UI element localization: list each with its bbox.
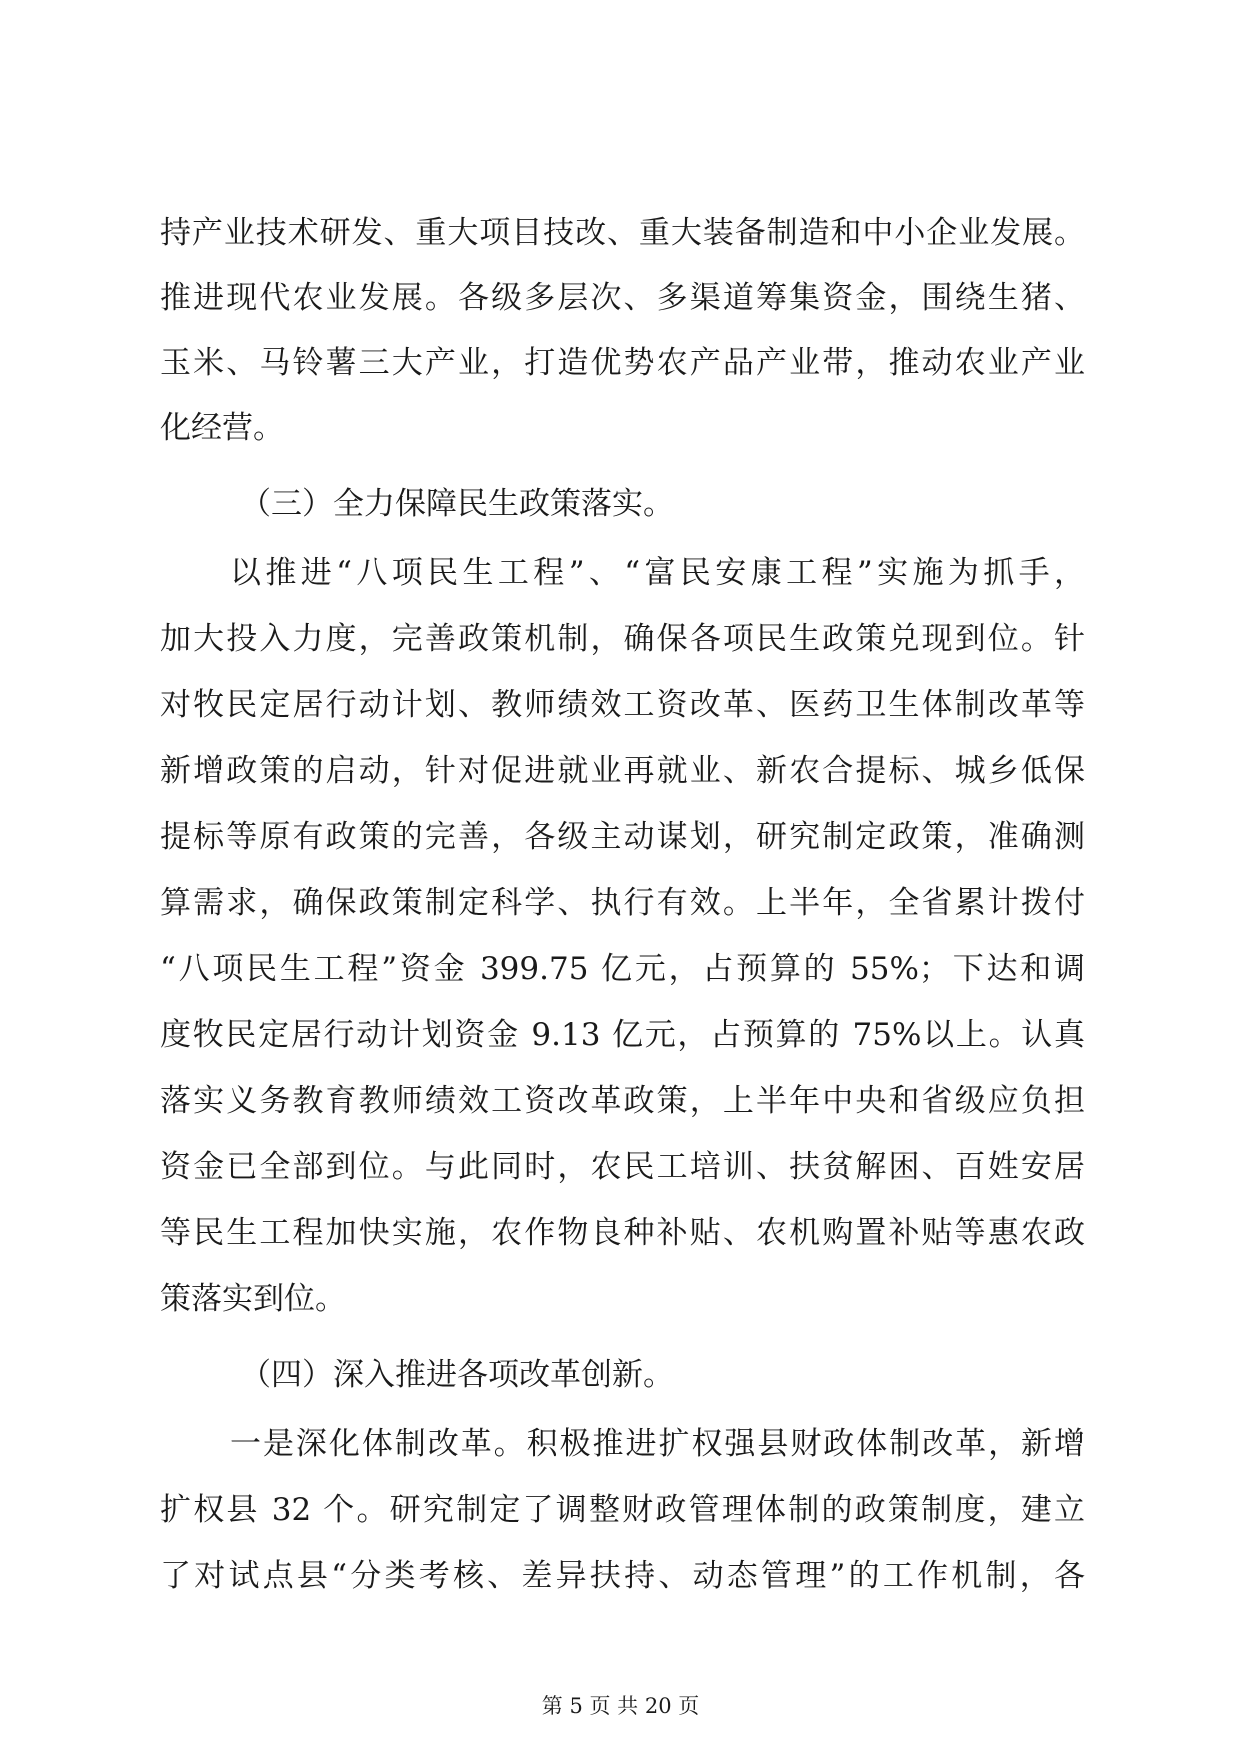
- text-line: 玉米、马铃薯三大产业，打造优势农产品产业带，推动农业产业: [160, 345, 1085, 381]
- text-line: 持产业技术研发、重大项目技改、重大装备制造和中小企业发展。: [160, 215, 1085, 251]
- text-line: 以推进“八项民生工程”、“富民安康工程”实施为抓手，: [230, 555, 1085, 591]
- text-line: 落实义务教育教师绩效工资改革政策，上半年中央和省级应负担: [160, 1083, 1085, 1119]
- text-line: 对牧民定居行动计划、教师绩效工资改革、医药卫生体制改革等: [160, 687, 1085, 723]
- text-line: 算需求，确保政策制定科学、执行有效。上半年，全省累计拨付: [160, 885, 1085, 921]
- text-line: 提标等原有政策的完善，各级主动谋划，研究制定政策，准确测: [160, 819, 1085, 855]
- text-line: 一是深化体制改革。积极推进扩权强县财政体制改革，新增: [230, 1426, 1085, 1462]
- section-heading: （三）全力保障民生政策落实。: [240, 486, 674, 522]
- text-line: “八项民生工程”资金 399.75 亿元，占预算的 55%；下达和调: [160, 951, 1085, 987]
- text-line: 加大投入力度，完善政策机制，确保各项民生政策兑现到位。针: [160, 621, 1085, 657]
- text-line: 推进现代农业发展。各级多层次、多渠道筹集资金，围绕生猪、: [160, 280, 1085, 316]
- text-line: 扩权县 32 个。研究制定了调整财政管理体制的政策制度，建立: [160, 1492, 1085, 1528]
- text-line: 策落实到位。: [160, 1281, 346, 1317]
- page-number-footer: 第 5 页 共 20 页: [541, 1694, 700, 1718]
- section-heading: （四）深入推进各项改革创新。: [240, 1357, 674, 1393]
- text-line: 度牧民定居行动计划资金 9.13 亿元，占预算的 75%以上。认真: [160, 1017, 1085, 1053]
- text-line: 化经营。: [160, 410, 284, 446]
- text-line: 了对试点县“分类考核、差异扶持、动态管理”的工作机制，各: [160, 1558, 1085, 1594]
- text-line: 新增政策的启动，针对促进就业再就业、新农合提标、城乡低保: [160, 753, 1085, 789]
- text-line: 等民生工程加快实施，农作物良种补贴、农机购置补贴等惠农政: [160, 1215, 1085, 1251]
- text-line: 资金已全部到位。与此同时，农民工培训、扶贫解困、百姓安居: [160, 1149, 1085, 1185]
